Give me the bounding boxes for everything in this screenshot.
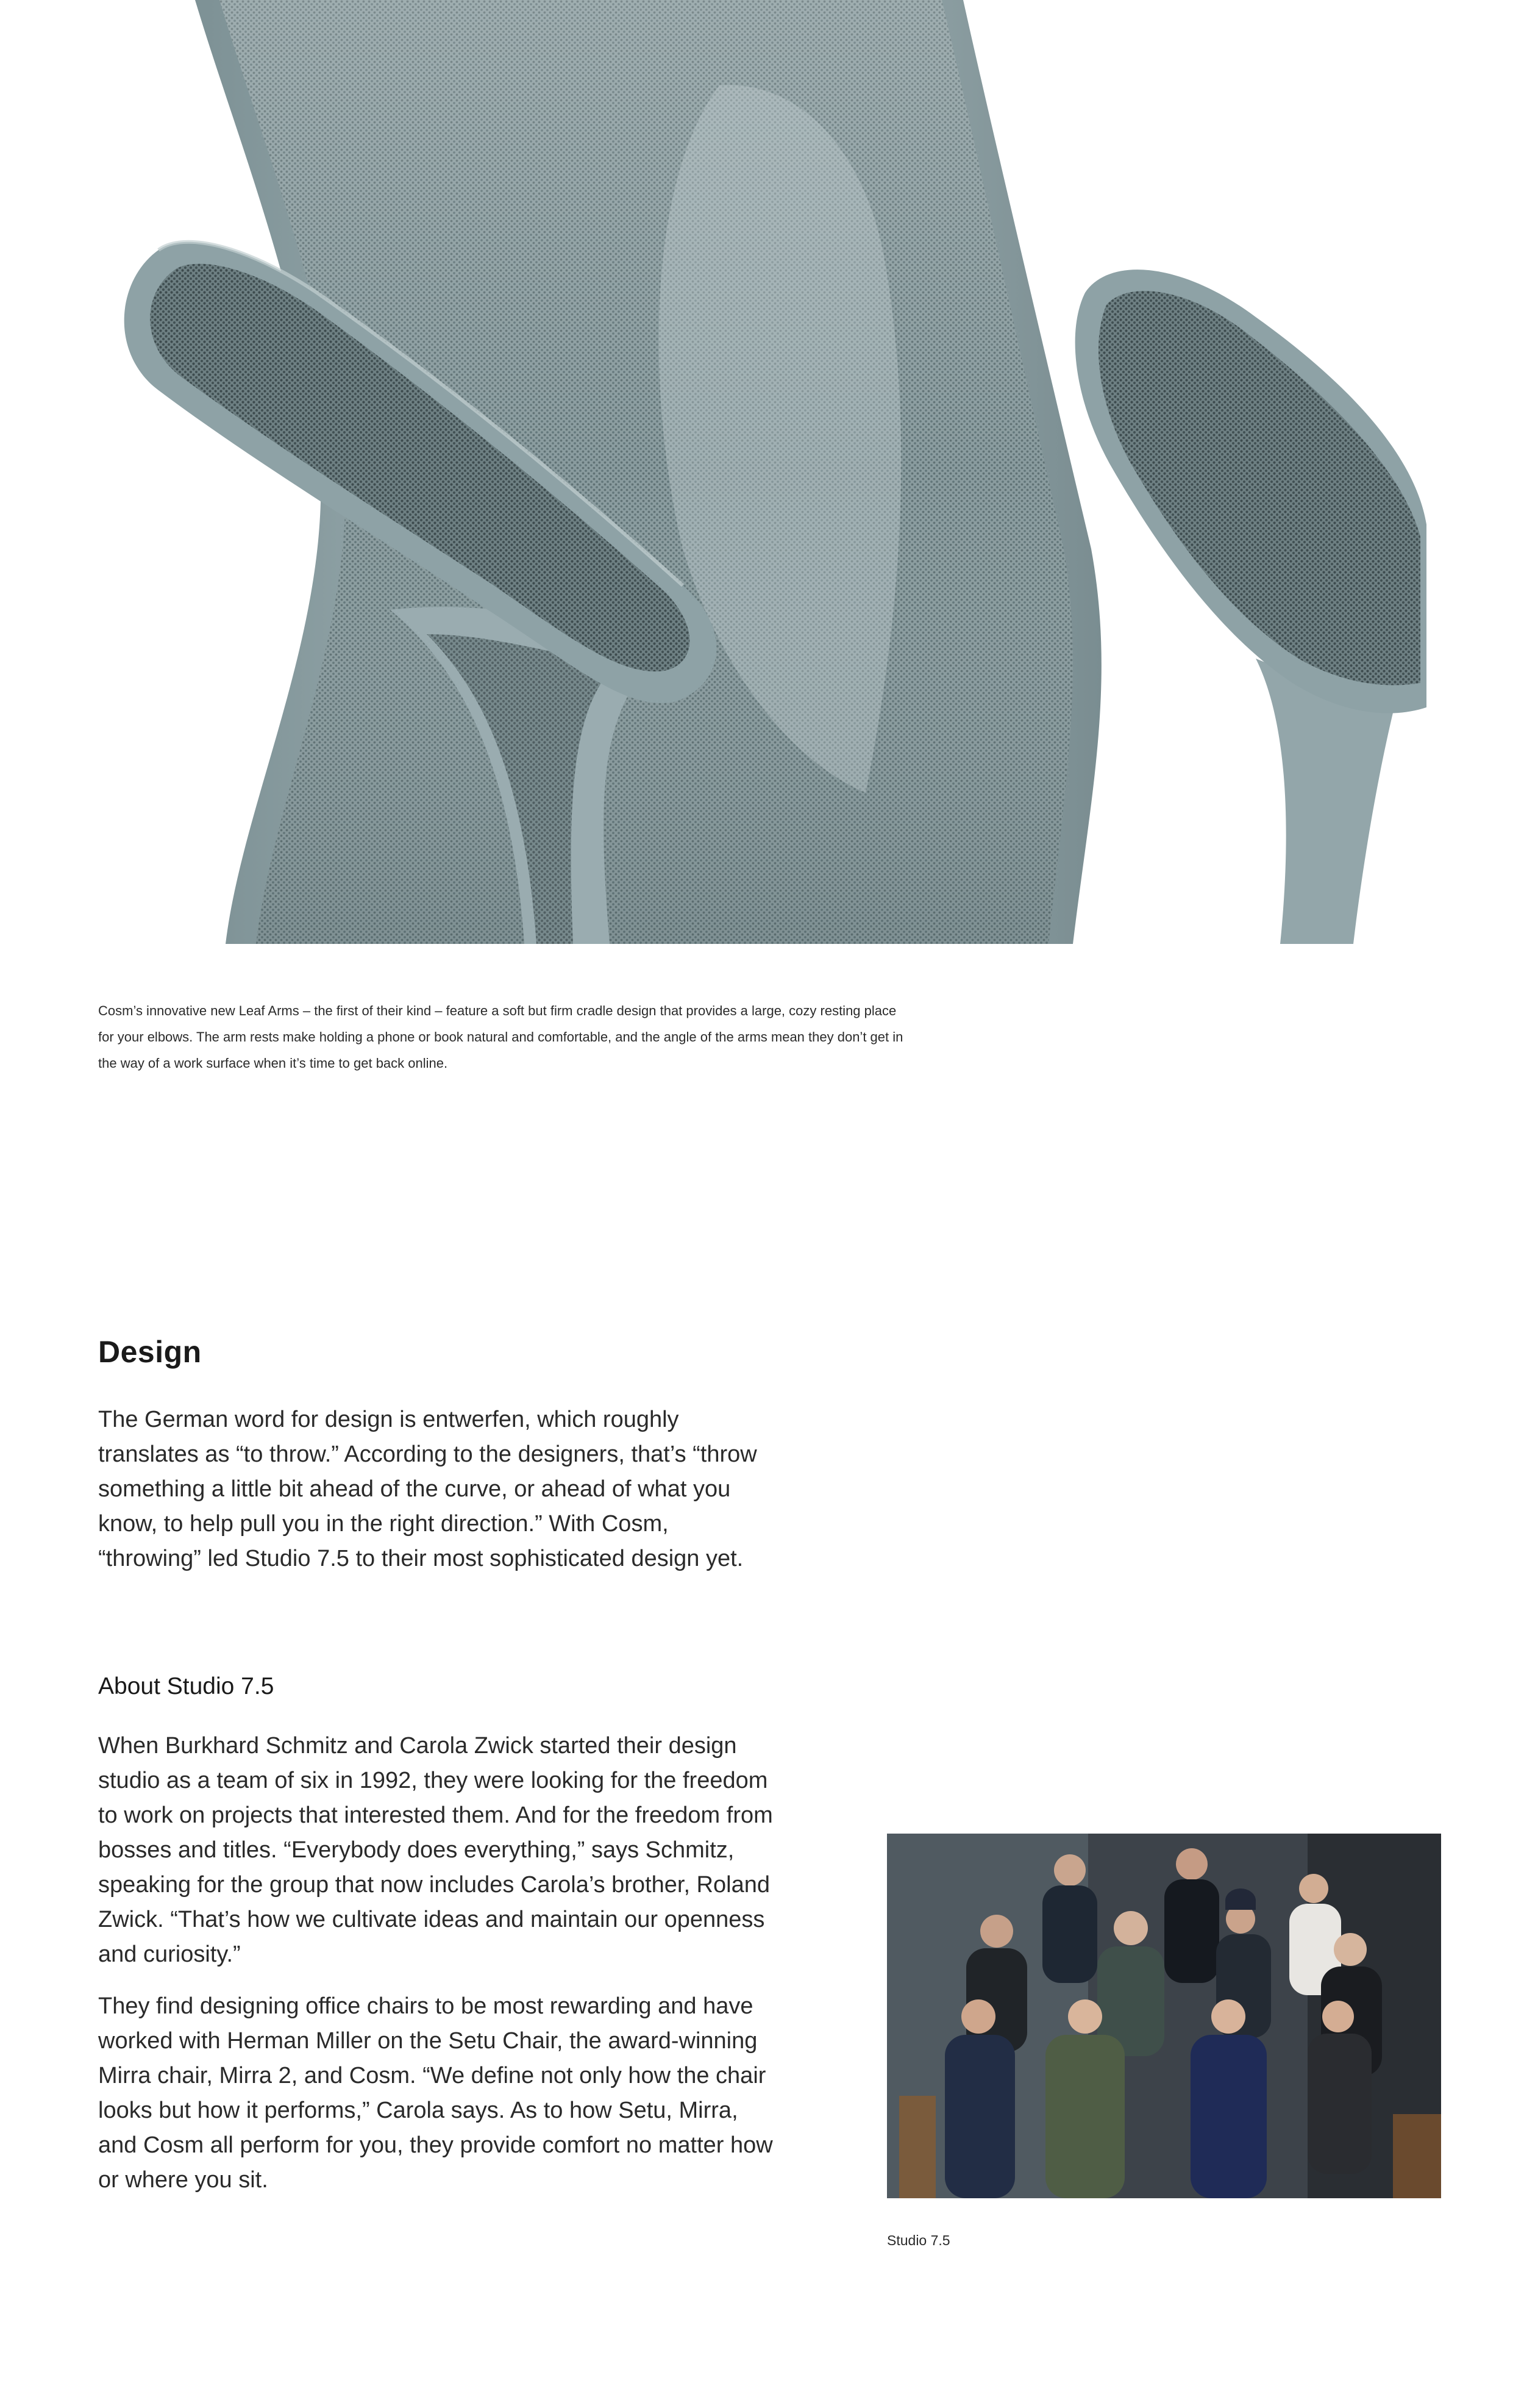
team-photo-illustration [887, 1834, 1441, 2198]
design-paragraph: The German word for design is entwerfen, which roughly translates as “to throw.” According to the designers, that’s “throw something a little bit ahead of the curve, or ahead of what you know, to help pull you in the right direction.” With Cosm, “throwing” led Studio 7.5 to their most sophisticated design yet. [98, 1407, 757, 1571]
chair-illustration [0, 0, 1524, 944]
team-photo [887, 1834, 1441, 2198]
about-paragraph-2: They find designing office chairs to be most rewarding and have worked with Herman Miller on the Setu Chair, the award-winning Mirra chair, Mirra 2, and Cosm. “We define not only how the chair looks but how it performs,” Carola says. As to how Setu, Mirra, and Cosm all perform for you, they provide comfort no matter how or where you sit. [98, 1993, 773, 2193]
about-heading: About Studio 7.5 [98, 1673, 274, 1699]
about-paragraph-1: When Burkhard Schmitz and Carola Zwick started their design studio as a team of six in 1992, they were looking for the freedom to work on projects that interested them. And for the freedom from bosses and titles. “Everybody does everything,” says Schmitz, speaking for the group that now includes Carola’s brother, Roland Zwick. “That’s how we cultivate ideas and maintain our openness and curiosity.” [98, 1733, 773, 1967]
hero-caption: Cosm’s innovative new Leaf Arms – the first of their kind – feature a soft but firm cradle design that provides a large, cozy resting place for your elbows. The arm rests make holding a phone or book natural and comfortable, and the angle of the arms mean they don’t get in the way of a work surface when it’s time to get back online. [98, 1003, 903, 1071]
hero-image [0, 0, 1524, 944]
photo-caption: Studio 7.5 [887, 2232, 950, 2248]
design-heading: Design [98, 1335, 202, 1369]
